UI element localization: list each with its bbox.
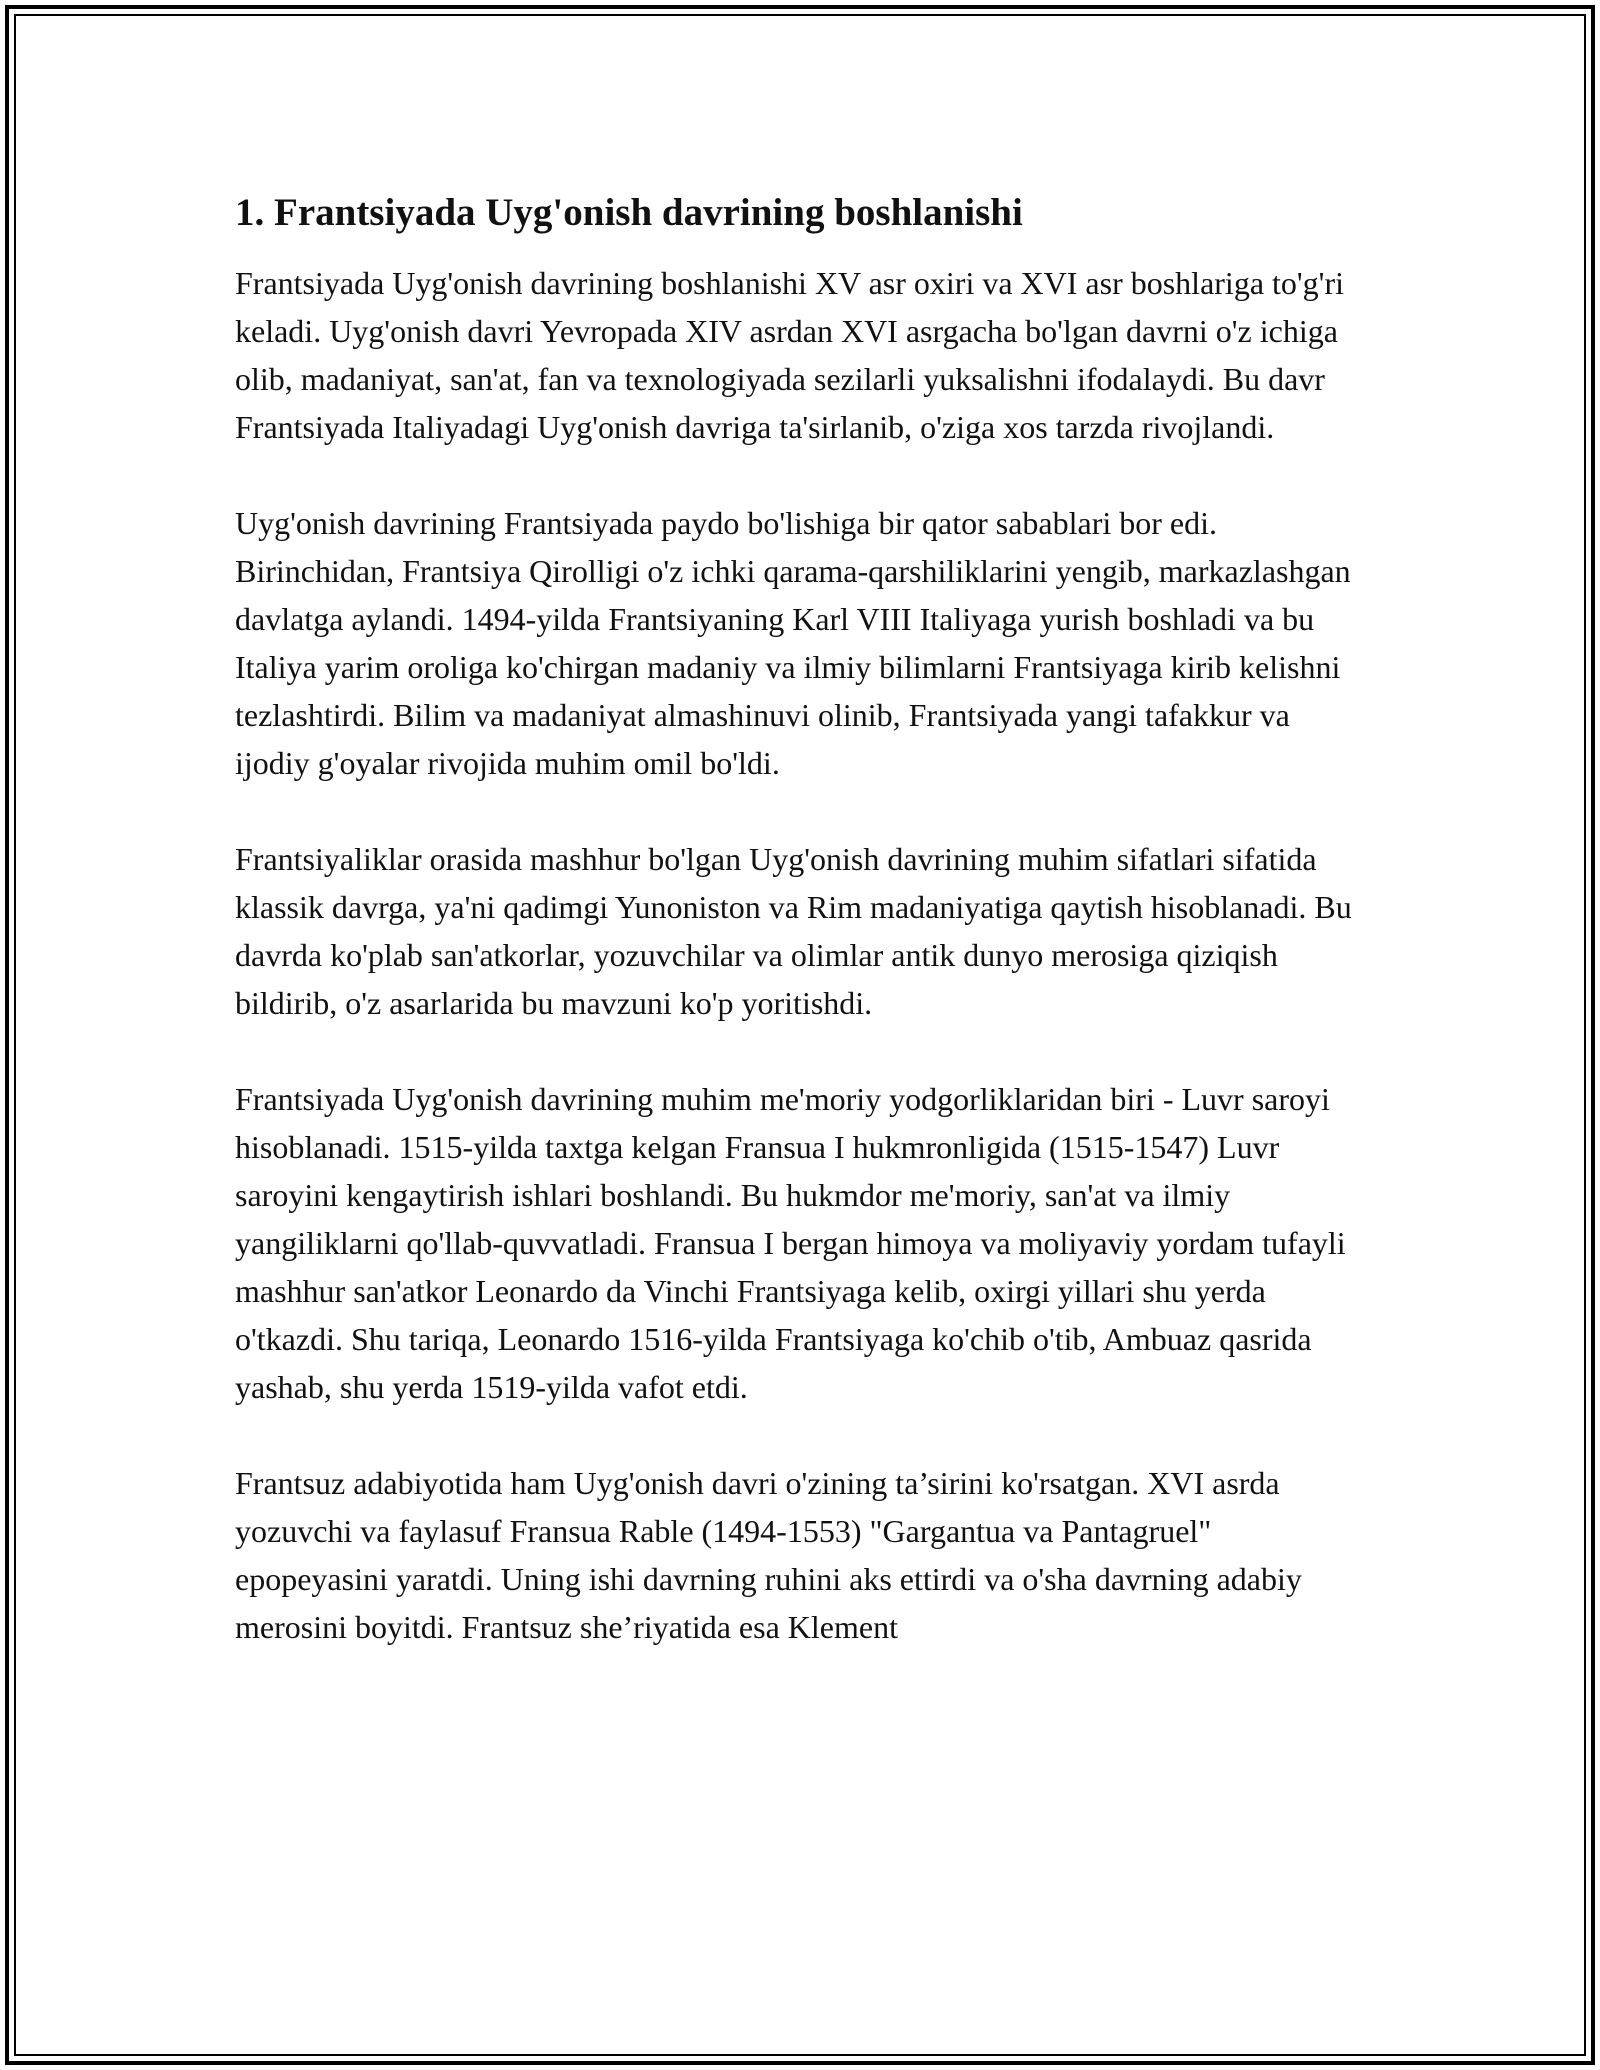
paragraph-1: Frantsiyada Uyg'onish davrining boshlanishi XV asr oxiri va XVI asr boshlariga to'g'ri keladi. Uyg'onish davri Yevropada XIV asrdan XVI asrgacha bo'lgan davrni o'z ichiga olib, madaniyat, san'at, fan va texnologiyada sezilarli yuksalishni ifodalaydi. Bu davr Frantsiyada Italiyadagi Uyg'onish davriga ta'sirlanib, o'ziga xos tarzda rivojlandi. (235, 264, 1344, 445)
paragraph-5: Frantsuz adabiyotida ham Uyg'onish davri o'zining ta’sirini ko'rsatgan. XVI asrda yozuvchi va faylasuf Fransua Rable (1494-1553) "Gargantua va Pantagruel" epopeyasini yaratdi. Uning ishi davrning ruhini aks ettirdi va o'sha davrning adabiy merosini boyitdi. Frantsuz she’riyatida esa Klement (235, 1464, 1302, 1645)
section-heading: 1. Frantsiyada Uyg'onish davrining boshlanishi (235, 191, 1023, 234)
paragraph-3: Frantsiyaliklar orasida mashhur bo'lgan Uyg'onish davrining muhim sifatlari sifatida klassik davrga, ya'ni qadimgi Yunoniston va Rim madaniyatiga qaytish hisoblanadi. Bu davrda ko'plab san'atkorlar, yozuvchilar va olimlar antik dunyo merosiga qiziqish bildirib, o'z asarlarida bu mavzuni ko'p yoritishdi. (235, 840, 1352, 1021)
paragraph-2: Uyg'onish davrining Frantsiyada paydo bo'lishiga bir qator sabablari bor edi. Birinchidan, Frantsiya Qirolligi o'z ichki qarama-qarshiliklarini yengib, markazlashgan davlatga aylandi. 1494-yilda Frantsiyaning Karl VIII Italiyaga yurish boshladi va bu Italiya yarim oroliga ko'chirgan madaniy va ilmiy bilimlarni Frantsiyaga kirib kelishni tezlashtirdi. Bilim va madaniyat almashinuvi olinib, Frantsiyada yangi tafakkur va ijodiy g'oyalar rivojida muhim omil bo'ldi. (235, 504, 1351, 781)
document-body (235, 180, 1365, 1699)
paragraph-4: Frantsiyada Uyg'onish davrining muhim me'moriy yodgorliklaridan biri - Luvr saroyi hisoblanadi. 1515-yilda taxtga kelgan Fransua I hukmronligida (1515-1547) Luvr saroyini kengaytirish ishlari boshlandi. Bu hukmdor me'moriy, san'at va ilmiy yangiliklarni qo'llab-quvvatladi. Fransua I bergan himoya va moliyaviy yordam tufayli mashhur san'atkor Leonardo da Vinchi Frantsiyaga kelib, oxirgi yillari shu yerda o'tkazdi. Shu tariqa, Leonardo 1516-yilda Frantsiyaga ko'chib o'tib, Ambuaz qasrida yashab, shu yerda 1519-yilda vafot etdi. (235, 1080, 1346, 1405)
